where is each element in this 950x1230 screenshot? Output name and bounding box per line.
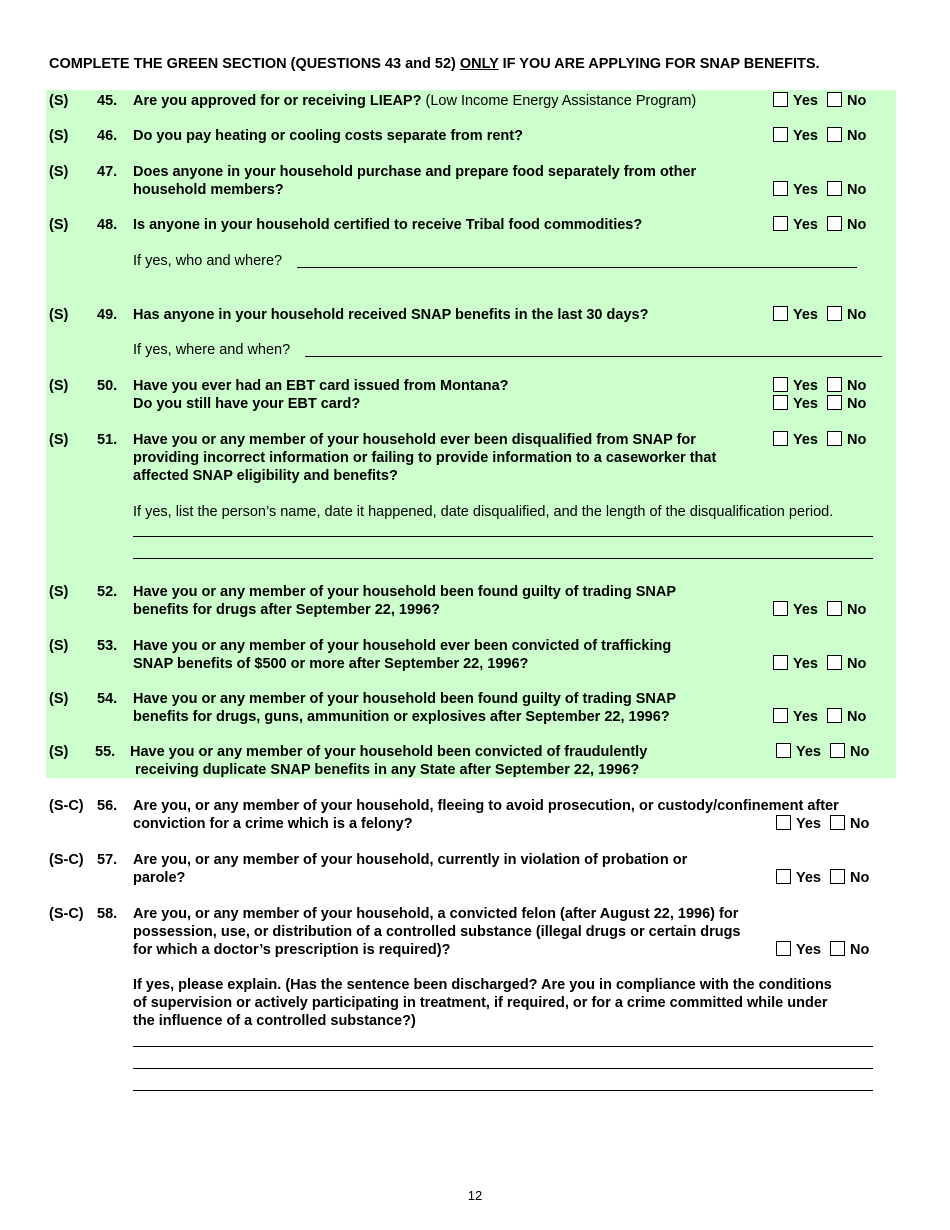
q55-text-line1: Have you or any member of your household been convicted of fraudulently [130, 744, 648, 760]
q55-no-checkbox[interactable] [830, 743, 845, 758]
q52-code: (S) [49, 584, 69, 600]
q54-yes-no: Yes No [773, 708, 866, 726]
q46-yes-checkbox[interactable] [773, 127, 788, 142]
q50a-no-checkbox[interactable] [827, 377, 842, 392]
q56-code: (S-C) [49, 798, 84, 814]
q51-followup-label: If yes, list the person’s name, date it happened, date disqualified, and the length of the disqualification period. [133, 504, 834, 520]
q48-text: Is anyone in your household certified to receive Tribal food commodities? [133, 217, 643, 233]
q53-text-line1: Have you or any member of your household ever been convicted of trafficking [133, 638, 672, 654]
q47-code: (S) [49, 164, 69, 180]
q45-yes-checkbox[interactable] [773, 92, 788, 107]
q58-no-checkbox[interactable] [830, 941, 845, 956]
page-number: 12 [467, 1188, 483, 1203]
q46-yes-no: Yes No [773, 127, 866, 145]
q58-explain-line3: the influence of a controlled substance?) [133, 1013, 416, 1029]
q50-text-line2: Do you still have your EBT card? [133, 396, 361, 412]
q48-followup-label: If yes, who and where? [133, 253, 283, 269]
q56-yes-no: Yes No [776, 815, 869, 833]
q58-number: 58. [97, 906, 118, 922]
q53-code: (S) [49, 638, 69, 654]
q49-followup-label: If yes, where and when? [133, 342, 291, 358]
q52-no-checkbox[interactable] [827, 601, 842, 616]
q48-yes-checkbox[interactable] [773, 216, 788, 231]
q52-yes-checkbox[interactable] [773, 601, 788, 616]
q56-yes-checkbox[interactable] [776, 815, 791, 830]
q54-no-checkbox[interactable] [827, 708, 842, 723]
q58-explain-line2: of supervision or actively participating in treatment, if required, or for a crime committed while under [133, 995, 828, 1011]
q51-text-line2: providing incorrect information or failing to provide information to a caseworker that [133, 450, 717, 466]
q57-text-line2: parole? [133, 870, 186, 886]
q45-yes-no: Yes No [773, 92, 866, 110]
q58-explain-line1: If yes, please explain. (Has the sentence been discharged? Are you in compliance with the conditions [133, 977, 832, 993]
q58-text-line2: possession, use, or distribution of a controlled substance (illegal drugs or certain drugs [133, 924, 741, 940]
q53-no-checkbox[interactable] [827, 655, 842, 670]
q58-yes-checkbox[interactable] [776, 941, 791, 956]
q57-yes-checkbox[interactable] [776, 869, 791, 884]
q49-number: 49. [97, 307, 118, 323]
q45-code: (S) [49, 93, 69, 109]
q51-no-checkbox[interactable] [827, 431, 842, 446]
q51-yes-checkbox[interactable] [773, 431, 788, 446]
q50b-no-checkbox[interactable] [827, 395, 842, 410]
q48-number: 48. [97, 217, 118, 233]
q46-text: Do you pay heating or cooling costs separate from rent? [133, 128, 523, 144]
q48-yes-no: Yes No [773, 216, 866, 234]
q55-yes-checkbox[interactable] [776, 743, 791, 758]
q49-yes-checkbox[interactable] [773, 306, 788, 321]
q55-code: (S) [49, 744, 69, 760]
q54-number: 54. [97, 691, 118, 707]
q51-answer-line-1[interactable] [133, 536, 873, 537]
q52-text-line1: Have you or any member of your household been found guilty of trading SNAP [133, 584, 676, 600]
q55-text-line2: receiving duplicate SNAP benefits in any State after September 22, 1996? [135, 762, 640, 778]
q51-answer-line-2[interactable] [133, 558, 873, 559]
q54-yes-checkbox[interactable] [773, 708, 788, 723]
q53-yes-checkbox[interactable] [773, 655, 788, 670]
q49-yes-no: Yes No [773, 306, 866, 324]
q53-number: 53. [97, 638, 118, 654]
q58-text-line1: Are you, or any member of your household, a convicted felon (after August 22, 1996) for [133, 906, 739, 922]
q51-text-line1: Have you or any member of your household ever been disqualified from SNAP for [133, 432, 696, 448]
q56-no-checkbox[interactable] [830, 815, 845, 830]
q50-code: (S) [49, 378, 69, 394]
q47-text-line2: household members? [133, 182, 284, 198]
q57-no-checkbox[interactable] [830, 869, 845, 884]
section-instruction: COMPLETE THE GREEN SECTION (QUESTIONS 43 and 52) ONLY IF YOU ARE APPLYING FOR SNAP BENEFITS. [49, 56, 820, 72]
q51-yes-no: Yes No [773, 431, 866, 449]
q55-yes-no: Yes No [776, 743, 869, 761]
q51-code: (S) [49, 432, 69, 448]
q50b-yes-no: Yes No [773, 395, 866, 413]
q54-code: (S) [49, 691, 69, 707]
q49-followup-field[interactable] [305, 356, 882, 357]
q57-code: (S-C) [49, 852, 84, 868]
q52-text-line2: benefits for drugs after September 22, 1996? [133, 602, 441, 618]
q53-yes-no: Yes No [773, 655, 866, 673]
q55-number: 55. [95, 744, 116, 760]
q57-yes-no: Yes No [776, 869, 869, 887]
q51-number: 51. [97, 432, 118, 448]
q58-answer-line-1[interactable] [133, 1046, 873, 1047]
q46-number: 46. [97, 128, 118, 144]
q58-yes-no: Yes No [776, 941, 869, 959]
q52-number: 52. [97, 584, 118, 600]
q45-text: Are you approved for or receiving LIEAP? (Low Income Energy Assistance Program) [133, 93, 697, 109]
q47-no-checkbox[interactable] [827, 181, 842, 196]
q47-text-line1: Does anyone in your household purchase and prepare food separately from other [133, 164, 697, 180]
q54-text-line2: benefits for drugs, guns, ammunition or explosives after September 22, 1996? [133, 709, 670, 725]
q56-number: 56. [97, 798, 118, 814]
q48-code: (S) [49, 217, 69, 233]
q48-no-checkbox[interactable] [827, 216, 842, 231]
q58-code: (S-C) [49, 906, 84, 922]
q57-text-line1: Are you, or any member of your household, currently in violation of probation or [133, 852, 688, 868]
q54-text-line1: Have you or any member of your household been found guilty of trading SNAP [133, 691, 676, 707]
q50a-yes-checkbox[interactable] [773, 377, 788, 392]
q56-text-line1: Are you, or any member of your household, fleeing to avoid prosecution, or custody/confinement after [133, 798, 839, 814]
q47-number: 47. [97, 164, 118, 180]
q58-answer-line-2[interactable] [133, 1068, 873, 1069]
q46-no-checkbox[interactable] [827, 127, 842, 142]
q48-followup-field[interactable] [297, 267, 857, 268]
q49-text: Has anyone in your household received SNAP benefits in the last 30 days? [133, 307, 649, 323]
q45-no-checkbox[interactable] [827, 92, 842, 107]
q45-number: 45. [97, 93, 118, 109]
q47-yes-no: Yes No [773, 181, 866, 199]
q57-number: 57. [97, 852, 118, 868]
q52-yes-no: Yes No [773, 601, 866, 619]
q49-no-checkbox[interactable] [827, 306, 842, 321]
q46-code: (S) [49, 128, 69, 144]
q58-text-line3: for which a doctor’s prescription is required)? [133, 942, 451, 958]
q51-text-line3: affected SNAP eligibility and benefits? [133, 468, 398, 484]
q50b-yes-checkbox[interactable] [773, 395, 788, 410]
q56-text-line2: conviction for a crime which is a felony? [133, 816, 413, 832]
q50-number: 50. [97, 378, 118, 394]
q53-text-line2: SNAP benefits of $500 or more after September 22, 1996? [133, 656, 529, 672]
q58-answer-line-3[interactable] [133, 1090, 873, 1091]
q50a-yes-no: Yes No [773, 377, 866, 395]
q50-text-line1: Have you ever had an EBT card issued from Montana? [133, 378, 509, 394]
q49-code: (S) [49, 307, 69, 323]
q47-yes-checkbox[interactable] [773, 181, 788, 196]
